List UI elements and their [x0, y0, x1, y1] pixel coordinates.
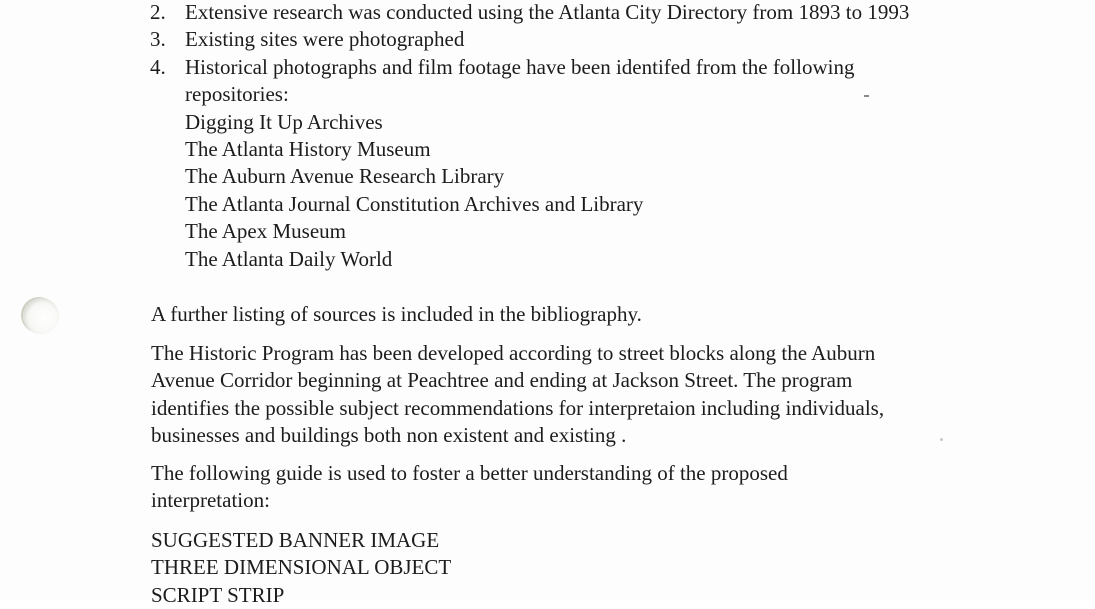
- list-item: [150, 26, 909, 53]
- punch-hole: [23, 298, 59, 334]
- repository-item: Digging It Up Archives: [185, 109, 383, 134]
- guide-item: THREE DIMENSIONAL OBJECT: [151, 555, 452, 580]
- paragraph-line: A further listing of sources is included in the bibliography.: [151, 302, 642, 326]
- list-item-text: Existing sites were photographed: [185, 27, 465, 52]
- list-item-number: 2.: [150, 0, 166, 24]
- guide-item: SUGGESTED BANNER IMAGE: [151, 528, 440, 552]
- paragraph-line: identifies the possible subject recommendations for interpretaion including individuals,: [151, 395, 885, 420]
- repository-item: The Apex Museum: [185, 219, 346, 244]
- guide-item-list: [151, 527, 451, 609]
- repository-item: The Atlanta Journal Constitution Archives and Library: [185, 191, 644, 216]
- paragraph-line: interpretation:: [151, 488, 270, 513]
- repository-item: The Atlanta History Museum: [185, 137, 431, 162]
- list-item: [150, 54, 909, 273]
- paragraph-further-sources: [151, 301, 642, 328]
- guide-item: SCRIPT STRIP: [151, 582, 285, 607]
- repository-item: The Auburn Avenue Research Library: [185, 164, 505, 189]
- numbered-list: [150, 0, 909, 273]
- list-item-number: 4.: [150, 54, 166, 79]
- paragraph-line: businesses and buildings both non existent and existing .: [151, 423, 627, 448]
- paragraph-line: Avenue Corridor beginning at Peachtree and ending at Jackson Street. The program: [151, 368, 853, 393]
- list-item-number: 3.: [150, 27, 166, 52]
- list-item: [150, 0, 909, 26]
- paragraph-guide-intro: [151, 460, 788, 515]
- paragraph-line: The following guide is used to foster a better understanding of the proposed: [151, 461, 788, 485]
- list-item-body: [185, 54, 854, 273]
- list-item-text-line: repositories:: [185, 82, 289, 107]
- scan-speck: [940, 438, 943, 441]
- repository-list: [185, 109, 854, 273]
- list-item-text: Extensive research was conducted using the Atlanta City Directory from 1893 to 1993: [185, 0, 910, 24]
- list-item-text-line: Historical photographs and film footage have been identifed from the following: [185, 54, 855, 79]
- paragraph-line: The Historic Program has been developed according to street blocks along the Auburn: [151, 341, 876, 365]
- paragraph-historic-program: [151, 340, 884, 450]
- repository-item: The Atlanta Daily World: [185, 246, 393, 271]
